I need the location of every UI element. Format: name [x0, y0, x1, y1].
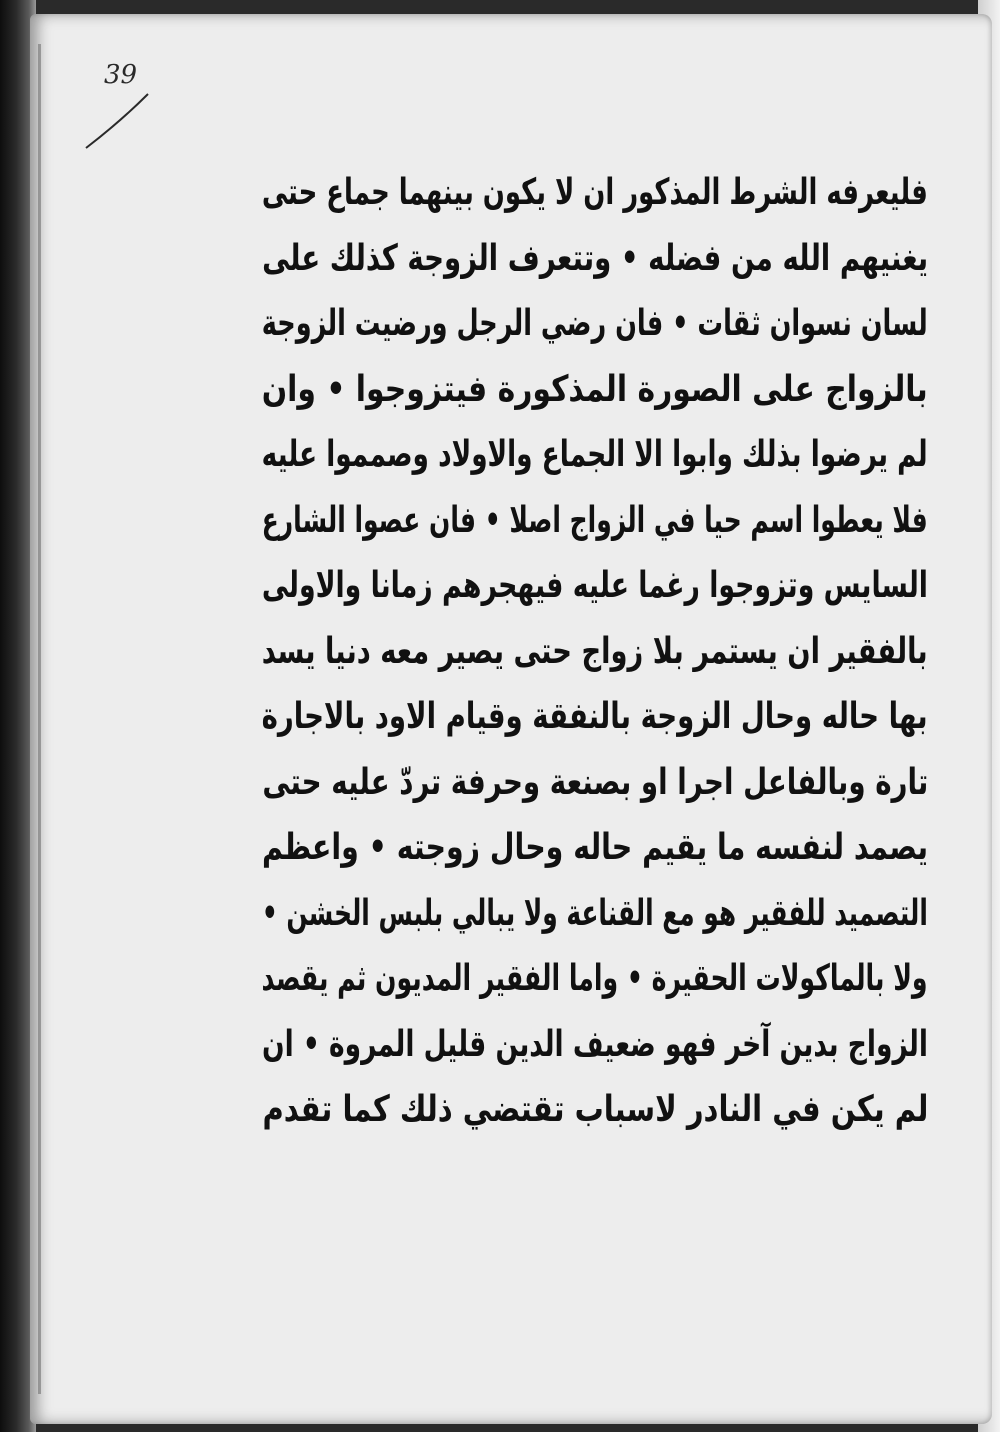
manuscript-line: يغنيهم الله من فضله • وتتعرف الزوجة كذلك على	[262, 237, 928, 279]
manuscript-line: السايس وتزوجوا رغما عليه فيهجرهم زمانا والاولى	[262, 565, 928, 606]
manuscript-line: بالفقير ان يستمر بلا زواج حتى يصير معه دنيا يسد	[262, 630, 928, 672]
manuscript-line: بها حاله وحال الزوجة بالنفقة وقيام الاود بالاجارة	[262, 696, 928, 737]
manuscript-line: تارة وبالفاعل اجرا او بصنعة وحرفة تردّ عليه حتى	[262, 761, 928, 803]
manuscript-line: الزواج بدين آخر فهو ضعيف الدين قليل المروة • ان	[262, 1023, 928, 1065]
folio-number: 39	[104, 60, 138, 90]
manuscript-line: لم يرضوا بذلك وابوا الا الجماع والاولاد وصمموا عليه	[262, 434, 928, 475]
manuscript-line: يصمد لنفسه ما يقيم حاله وحال زوجته • واعظم	[262, 827, 928, 868]
manuscript-line: لم يكن في النادر لاسباب تقتضي ذلك كما تقدم	[262, 1089, 928, 1130]
manuscript-line: لسان نسوان ثقات • فان رضي الرجل ورضيت الزوجة	[262, 303, 928, 344]
manuscript-line: فليعرفه الشرط المذكور ان لا يكون بينهما جماع حتى	[262, 172, 928, 213]
manuscript-text-block	[262, 160, 928, 1143]
manuscript-line: فلا يعطوا اسم حيا في الزواج اصلا • فان عصوا الشارع	[262, 499, 928, 541]
manuscript-line: بالزواج على الصورة المذكورة فيتزوجوا • وان	[262, 368, 928, 410]
folio-underline-stroke	[82, 92, 152, 150]
manuscript-line: التصميد للفقير هو مع القناعة ولا يبالي بلبس الخشن •	[262, 892, 928, 934]
manuscript-line: ولا بالماكولات الحقيرة • واما الفقير المديون ثم يقصد	[262, 958, 928, 999]
